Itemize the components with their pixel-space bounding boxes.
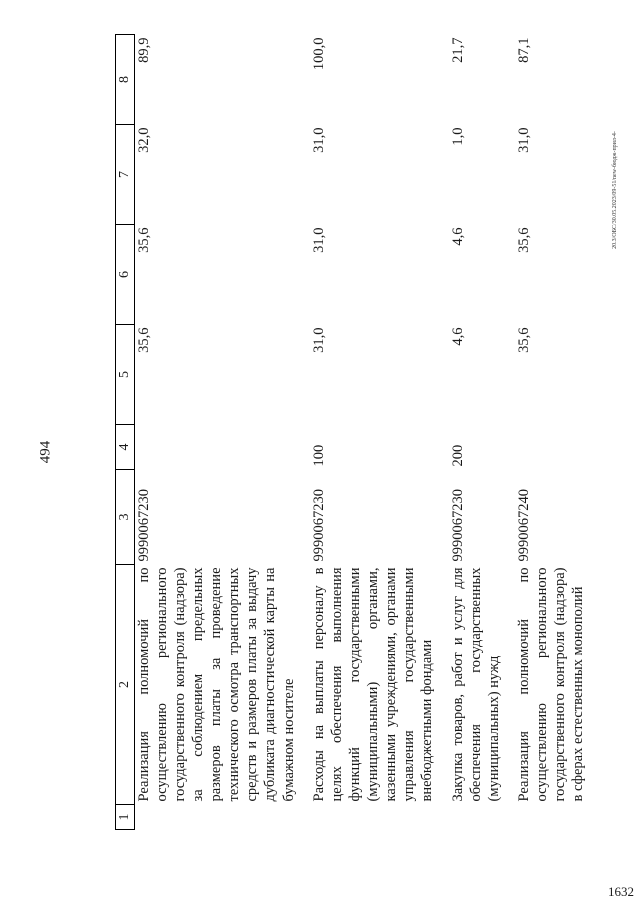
row-value-5: 31,0: [310, 327, 327, 353]
table-row: [134, 35, 298, 830]
table-row: [515, 35, 588, 830]
table-header-row: [116, 35, 135, 830]
row-value-7: 31,0: [515, 127, 532, 153]
column-header: 6: [116, 225, 135, 325]
budget-table-sheet: [115, 35, 595, 830]
column-header: 7: [116, 125, 135, 225]
row-value-8: 87,1: [515, 37, 532, 63]
row-value-6: 35,6: [515, 227, 532, 253]
row-value-8: 89,9: [135, 37, 152, 63]
budget-table: [115, 34, 587, 830]
footer-page-number: 1632: [608, 884, 634, 899]
row-value-8: 21,7: [449, 37, 466, 63]
column-header: 3: [116, 470, 135, 565]
column-header: 2: [116, 565, 135, 805]
row-description: Расходы на выплаты персоналу в целях обеспечения выполнения функций государственными (муниципальными) органами, казенными учреждениями, органами управления государственными внебюджетными фондами: [310, 567, 436, 802]
row-code: 9990067230: [310, 489, 327, 562]
page-number: 494: [37, 440, 54, 464]
column-header: 4: [116, 425, 135, 470]
row-type: [515, 425, 588, 470]
row-value-5: 4,6: [449, 327, 466, 346]
row-value-8: 100,0: [310, 37, 327, 71]
document-code: 20.3/ОБС/30.05.2023/09-51/new-бюдж-прил-4-: [612, 131, 618, 249]
column-header: 1: [116, 805, 135, 830]
row-value-6: 31,0: [310, 227, 327, 253]
row-description: Реализация полномочий по осуществлению регионального государственного контроля (надзора) в сферах естественных монополий: [515, 567, 587, 802]
row-type: 200: [449, 444, 466, 467]
row-value-7: 32,0: [135, 127, 152, 153]
row-code: 9990067240: [515, 489, 532, 562]
row-value-7: 1,0: [449, 127, 466, 146]
table-row: [449, 35, 503, 830]
column-header: 5: [116, 325, 135, 425]
row-type: 100: [310, 444, 327, 467]
row-value-7: 31,0: [310, 127, 327, 153]
row-type: [134, 425, 298, 470]
column-header: 8: [116, 35, 135, 125]
row-value-6: 35,6: [135, 227, 152, 253]
row-value-5: 35,6: [515, 327, 532, 353]
row-description: Закупка товаров, работ и услуг для обеспечения государственных (муниципальных) нужд: [449, 567, 502, 802]
table-row: [310, 35, 437, 830]
row-value-6: 4,6: [449, 227, 466, 246]
row-value-5: 35,6: [135, 327, 152, 353]
row-code: 9990067230: [135, 489, 152, 562]
row-description: Реализация полномочий по осуществлению регионального государственного контроля (надзора) за соблюдением предельных размеров платы за проведение технического осмотра транспортных средств и размеров платы за выдачу дубликата диагностической карты на бумажном носителе: [135, 567, 297, 802]
row-code: 9990067230: [449, 489, 466, 562]
